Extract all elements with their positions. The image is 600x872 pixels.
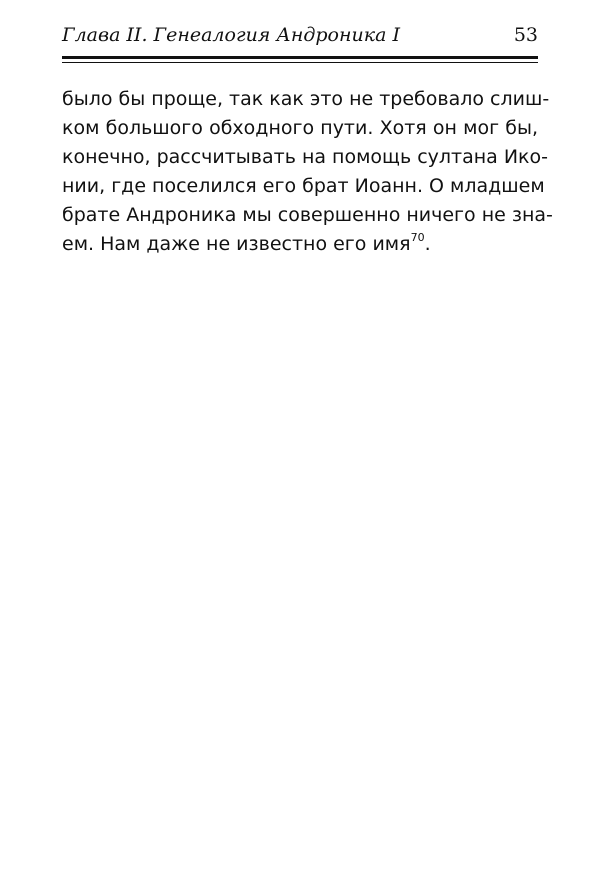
running-header xyxy=(62,24,538,54)
running-title: Глава II. Генеалогия Андроника I xyxy=(62,24,400,46)
page-number: 53 xyxy=(513,24,538,46)
header-rule-thin xyxy=(62,62,538,63)
header-rule-thick xyxy=(62,56,538,59)
footnote-reference: 70 xyxy=(410,230,425,244)
text-line-last xyxy=(62,230,538,259)
text-line: брате Андроника мы совершенно ничего не зна- xyxy=(62,204,553,226)
body-paragraph xyxy=(62,85,553,259)
text-line: было бы проще, так как это не требовало слиш- xyxy=(62,88,550,110)
text-line: ком большого обходного пути. Хотя он мог бы, xyxy=(62,117,538,139)
text-line-last-content: ем. Нам даже не известно его имя xyxy=(62,233,411,255)
text-line: нии, где поселился его брат Иоанн. О младшем xyxy=(62,175,545,197)
text-line: конечно, рассчитывать на помощь султана Ико- xyxy=(62,146,549,168)
trailing-punctuation: . xyxy=(424,233,431,255)
